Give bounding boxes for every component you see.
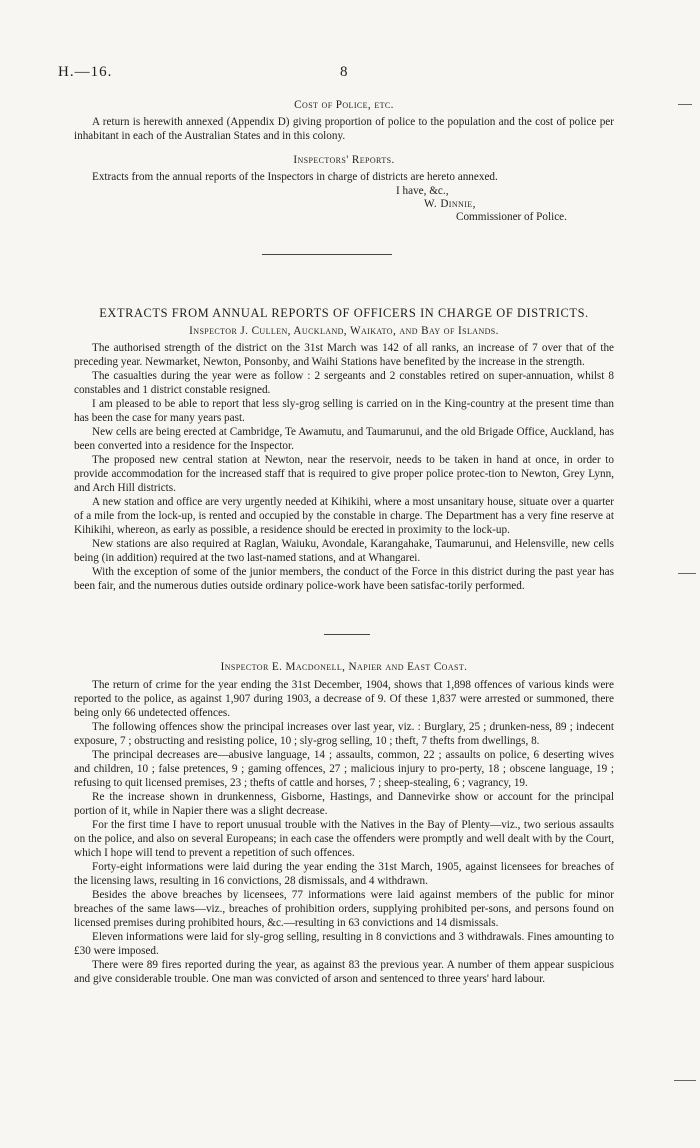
macdonell-section [74, 660, 614, 986]
macdonell-heading: Inspector E. Macdonell, Napier and East Coast. [220, 661, 468, 673]
cost-paragraph: A return is herewith annexed (Appendix D) giving proportion of police to the population and the cost of police per inhabitant in each of the Australian States and in this colony. [74, 116, 614, 142]
macdonell-paragraph: Eleven informations were laid for sly-grog selling, resulting in 8 convictions and 3 withdrawals. Fines amounting to £30 were imposed. [74, 931, 614, 957]
extracts-section [74, 306, 614, 593]
signature-closing: I have, &c., [396, 185, 449, 197]
macdonell-paragraph: Besides the above breaches by licensees, 77 informations were laid against members of the public for minor breaches of the same laws—viz., breaches of prohibition orders, supplying prohibited per-sons, and persons found on licensed premises during prohibited hours, &c.—resulting in 63 convictions and 14 dismissals. [74, 889, 614, 929]
macdonell-report [74, 678, 614, 986]
cullen-paragraph: The authorised strength of the district on the 31st March was 142 of all ranks, an increase of 7 over that of the preceding year. Newmarket, Newton, Ponsonby, and Waihi Stations have benefited by the increase in the strength. [74, 342, 614, 368]
page-number: 8 [340, 64, 348, 80]
extracts-title: EXTRACTS FROM ANNUAL REPORTS OF OFFICERS IN CHARGE OF DISTRICTS. [99, 306, 589, 320]
parliamentary-paper-ref: H.—16. [58, 64, 113, 80]
macdonell-paragraph: The principal decreases are—abusive language, 14 ; assaults, common, 22 ; assaults on police, 6 deserting wives and children, 10 ; false pretences, 9 ; gaming offences, 27 ; malicious injury to pro-perty, 18 ; obscene language, 19 ; refusing to quit licensed premises, 23 ; thefts of cattle and horses, 7 ; sheep-stealing, 6 ; vagrancy, 19. [74, 749, 614, 789]
inspectors-section-title: Inspectors' Reports. [293, 154, 395, 166]
macdonell-paragraph: Re the increase shown in drunkenness, Gisborne, Hastings, and Dannevirke show or account for the principal portion of it, while in Napier there was a slight decrease. [74, 791, 614, 817]
cullen-heading: Inspector J. Cullen, Auckland, Waikato, and Bay of Islands. [189, 325, 499, 337]
signature-title: Commissioner of Police. [456, 211, 567, 223]
macdonell-paragraph: For the first time I have to report unusual trouble with the Natives in the Bay of Plenty—viz., two serious assaults on the police, and also on several Europeans; in each case the offenders were promptly and well dealt with by the Court, which I hope will tend to prevent a repetition of such offences. [74, 819, 614, 859]
signature-name: W. Dinnie, [424, 198, 476, 210]
cullen-paragraph: I am pleased to be able to report that less sly-grog selling is carried on in the King-country at the present time than has been the case for many years past. [74, 398, 614, 424]
cullen-paragraph: The casualties during the year were as follow : 2 sergeants and 2 constables retired on super-annuation, whilst 8 constables and 1 district constable resigned. [74, 370, 614, 396]
inspectors-paragraph: Extracts from the annual reports of the Inspectors in charge of districts are hereto annexed. [92, 171, 498, 183]
cullen-paragraph: With the exception of some of the junior members, the conduct of the Force in this district during the past year has been fair, and the numerous duties outside ordinary police-work have been satisfac-torily performed. [74, 566, 614, 592]
cullen-paragraph: New stations are also required at Raglan, Waiuku, Avondale, Karangahake, Taumarunui, and Helensville, new cells being (in addition) required at the two last-named stations, and at Whangarei. [74, 538, 614, 564]
macdonell-paragraph: The return of crime for the year ending the 31st December, 1904, shows that 1,898 offences of various kinds were reported to the police, as against 1,907 during 1903, a decrease of 9. Of these 1,837 were arrested or summoned, there being only 66 undetected offences. [74, 679, 614, 719]
cullen-paragraph: New cells are being erected at Cambridge, Te Awamutu, and Taumarunui, and the old Brigade Office, Auckland, has been converted into a residence for the Inspector. [74, 426, 614, 452]
cost-section [74, 98, 614, 143]
cost-section-title: Cost of Police, etc. [294, 99, 394, 111]
cullen-paragraph: A new station and office are very urgently needed at Kihikihi, where a most unsanitary house, situate over a quarter of a mile from the lock-up, is rented and occupied by the constable in charge. The Department has a very fine reserve at Kihikihi, whereon, as early as possible, a residence should be erected in proximity to the lock-up. [74, 496, 614, 536]
inspectors-section [74, 153, 614, 184]
cullen-report [74, 341, 614, 593]
macdonell-paragraph: There were 89 fires reported during the year, as against 83 the previous year. A number of them appear suspicious and give considerable trouble. One man was convicted of arson and sentenced to three years' hard labour. [74, 959, 614, 985]
macdonell-paragraph: Forty-eight informations were laid during the year ending the 31st March, 1905, against licensees for breaches of the licensing laws, resulting in 16 convictions, 28 dismissals, and 4 withdrawn. [74, 861, 614, 887]
margin-mark [678, 573, 696, 574]
section-divider [262, 254, 392, 255]
margin-mark [678, 104, 692, 105]
macdonell-paragraph: The following offences show the principal increases over last year, viz. : Burglary, 25 ; drunken-ness, 89 ; indecent exposure, 7 ; obstructing and resisting police, 10 ; sly-grog selling, 10 ; theft, 7 thefts from dwellings, 8. [74, 721, 614, 747]
cullen-paragraph: The proposed new central station at Newton, near the reservoir, needs to be taken in hand at once, in order to provide accommodation for the increased staff that is required to give proper police protec-tion to Newton, Grey Lynn, and Arch Hill districts. [74, 454, 614, 494]
margin-mark [674, 1080, 696, 1081]
report-divider [324, 634, 370, 635]
